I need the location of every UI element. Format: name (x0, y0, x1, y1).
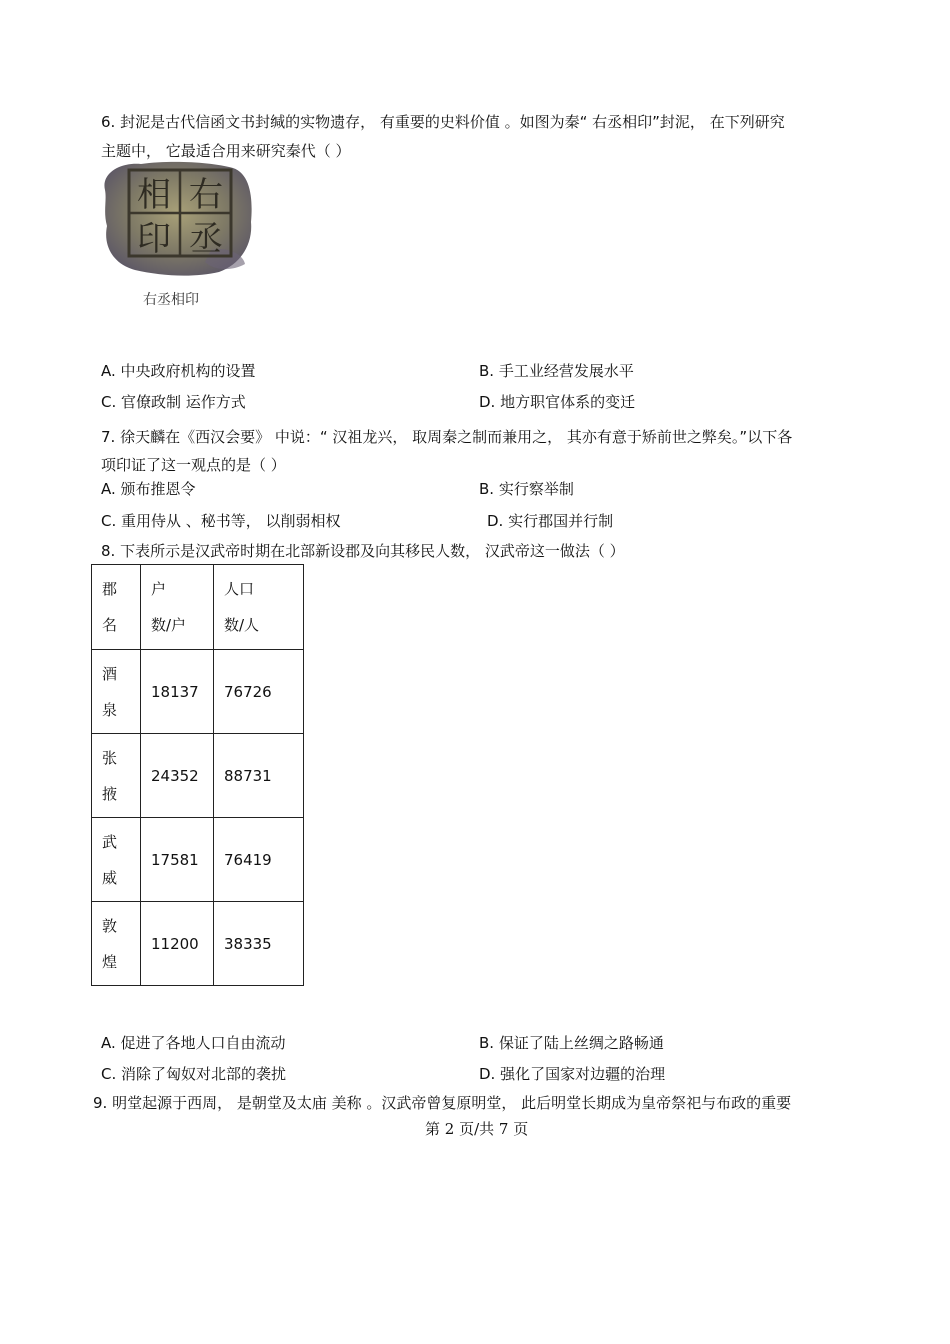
cell-population: 38335 (214, 902, 304, 986)
table-row (92, 650, 304, 734)
q8-option-c: C. 消除了匈奴对北部的袭扰 (101, 1065, 287, 1083)
q6-option-b: B. 手工业经营发展水平 (479, 362, 634, 380)
seal-char-1: 相 (137, 175, 171, 215)
cell-population: 88731 (214, 734, 304, 818)
cell-population: 76726 (214, 650, 304, 734)
cell-households: 18137 (141, 650, 214, 734)
q6-option-d: D. 地方职官体系的变迁 (479, 393, 636, 411)
cell-households: 11200 (141, 902, 214, 986)
cell-households: 17581 (141, 818, 214, 902)
q6-stem-line2: 主题中， 它最适合用来研究秦代（ ） (101, 142, 351, 160)
q8-option-a: A. 促进了各地人口自由流动 (101, 1034, 286, 1052)
seal-char-2: 印 (137, 219, 171, 259)
table-header-row (92, 565, 304, 650)
table-row (92, 818, 304, 902)
cell-households: 24352 (141, 734, 214, 818)
table-row (92, 734, 304, 818)
q6-stem-line1: 6. 封泥是古代信函文书封缄的实物遗存， 有重要的史料价值 。如图为秦“ 右丞相印”封泥， 在下列研究 (101, 113, 785, 131)
seal-image (101, 160, 254, 278)
population-table (91, 564, 304, 986)
seal-char-4: 丞 (189, 219, 223, 259)
header-households: 户 数/户 (141, 565, 214, 650)
q8-option-d: D. 强化了国家对边疆的治理 (479, 1065, 666, 1083)
q7-stem-line2: 项印证了这一观点的是（ ） (101, 456, 286, 474)
q7-option-d: D. 实行郡国并行制 (487, 512, 614, 530)
q9-stem-line1: 9. 明堂起源于西周， 是朝堂及太庙 美称 。汉武帝曾复原明堂， 此后明堂长期成为皇帝祭祀与布政的重要 (93, 1094, 792, 1112)
q7-option-c: C. 重用侍从 、秘书等， 以削弱相权 (101, 512, 341, 530)
q6-option-c: C. 官僚政制 运作方式 (101, 393, 246, 411)
seal-caption: 右丞相印 (143, 292, 199, 308)
q6-option-a: A. 中央政府机构的设置 (101, 362, 256, 380)
q8-stem: 8. 下表所示是汉武帝时期在北部新设郡及向其移民人数， 汉武帝这一做法（ ） (101, 542, 625, 560)
q7-option-a: A. 颁布推恩令 (101, 480, 196, 498)
header-population: 人口 数/人 (214, 565, 304, 650)
cell-name: 武 威 (92, 818, 141, 902)
q7-option-b: B. 实行察举制 (479, 480, 574, 498)
cell-population: 76419 (214, 818, 304, 902)
seal-char-3: 右 (189, 175, 223, 215)
header-commandery: 郡 名 (92, 565, 141, 650)
cell-name: 张 掖 (92, 734, 141, 818)
q7-stem-line1: 7. 徐天麟在《西汉会要》 中说：“ 汉祖龙兴， 取周秦之制而兼用之， 其亦有意于矫前世之弊矣。”以下各 (101, 428, 793, 446)
q8-option-b: B. 保证了陆上丝绸之路畅通 (479, 1034, 664, 1052)
cell-name: 敦 煌 (92, 902, 141, 986)
cell-name: 酒 泉 (92, 650, 141, 734)
table-row (92, 902, 304, 986)
page-footer: 第 2 页/共 7 页 (425, 1120, 529, 1138)
